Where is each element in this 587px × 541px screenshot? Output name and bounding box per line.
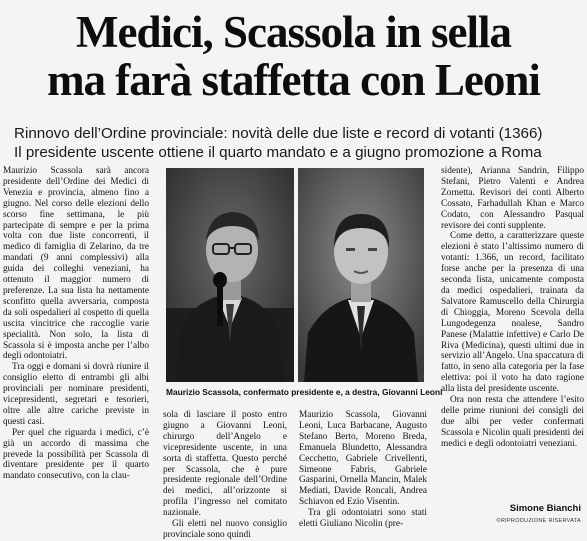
photo-caption: Maurizio Scassola, confermato presidente e, a destra, Giovanni Leoni xyxy=(166,387,443,397)
byline: Simone Bianchi xyxy=(509,503,581,514)
paragraph: Gli eletti nel nuovo consiglio provinciale sono quindi xyxy=(163,519,287,540)
paragraph: Tra gli odontoiatri sono stati eletti Giuliano Nicolin (pre- xyxy=(299,508,427,530)
article-column-1 xyxy=(3,166,149,482)
paragraph: sola di lasciare il posto entro giugno a Giovanni Leoni, chirurgo dell’Angelo e vicepresidente uscente, in una sorta di staffetta. Questo perché per Scassola, che è pure presidente regionale dell’Ordine dei medici, all’orizzonte si profila l’ingresso nel comitato nazionale. xyxy=(163,410,287,519)
paragraph: sidente), Arianna Sandrin, Filippo Stefani, Pietro Valenti e Andrea Zornetta. Revisori dei conti Alberto Cossato, Farhadullah Khan e Marco Codato, con Alessandro Pasqual revisore dei conti supplente. xyxy=(441,166,584,231)
article-column-3 xyxy=(299,410,427,530)
paragraph: Maurizio Scassola sarà ancora presidente dell’Ordine dei Medici di Venezia e provincia, almeno fino a giugno. Nel corso delle elezioni dello scorso fine settimana, le più partecipate di sempre e per la prima volta con due liste concorrenti, il medico di famiglia di Zelarino, da tre mandati (9 anni complessivi) alla guida dei colleghi veneziani, ha ottenuto il maggior numero di preferenze. La sua lista ha nettamente sconfitto quella avversaria, composta da soli ospedalieri al cospetto di quella uscita vincitrice che raccoglie varie specialità. Non solo, la lista di Scassola si è imposta anche per l’albo degli odontoiatri. xyxy=(3,166,149,362)
subheadline-line-2: Il presidente uscente ottiene il quarto mandato e a giugno promozione a Roma xyxy=(14,144,542,161)
subheadline-line-1: Rinnovo dell’Ordine provinciale: novità delle due liste e record di votanti (1366) xyxy=(14,125,543,142)
paragraph: Tra oggi e domani si dovrà riunire il consiglio eletto di entrambi gli albi provinciali per nominare presidenti, vicepresidenti, segretari e tesorieri, oltre alle altre cariche previste in questi casi. xyxy=(3,362,149,427)
portrait-scassola-image xyxy=(166,168,294,382)
paragraph: Maurizio Scassola, Giovanni Leoni, Luca Barbacane, Augusto Stefano Berto, Moreno Breda, Emanuela Blundetto, Alessandra Cecchetto, Gabriele Crivellenti, Simeone Fabris, Gabriele Gasparini, Ornella Mancin, Malek Mediati, Davide Roncali, Andrea Schiavon ed Ezio Visentin. xyxy=(299,410,427,508)
headline-line-1: Medici, Scassola in sella xyxy=(76,7,511,57)
photo-scassola xyxy=(166,168,294,382)
photo-leoni xyxy=(298,168,424,382)
paragraph: Per quel che riguarda i medici, c’è già un accordo di massima che prevede la possibilità per Scassola di diventare presidente per il quarto mandato consecutivo, con la clau- xyxy=(3,427,149,482)
article-column-4 xyxy=(441,166,584,450)
paragraph: Ora non resta che attendere l’esito delle prime riunioni dei consigli dei due albi per veder confermati Scassola e Nicolin quali presidenti dei medici e degli odontoiatri veneziani. xyxy=(441,395,584,449)
portrait-leoni-image xyxy=(298,168,424,382)
paragraph: Come detto, a caratterizzare queste elezioni è stato l’altissimo numero di votanti: 1.366, un record, facilitato forse anche per la presenza di una seconda lista, unicamente composta da medici ospedalieri, trainata da Salvatore Ramuscello della Chirurgia di Chioggia, Moreno Scevola della Lungodegenza noalese, Sandro Panese (Malattie infettive) e Carlo De Riva (Medicina), questi ultimi due in servizio all’Angelo. Una spaccatura di fatto, in seno alla categoria per la fase elettiva: poi il voto ha dato ragione alla lista del presidente uscente. xyxy=(441,231,584,395)
headline-line-2: ma farà staffetta con Leoni xyxy=(47,55,540,105)
article-column-2 xyxy=(163,410,287,541)
subheadline xyxy=(14,124,584,162)
copyright-notice: ©RIPRODUZIONE RISERVATA xyxy=(496,518,581,524)
